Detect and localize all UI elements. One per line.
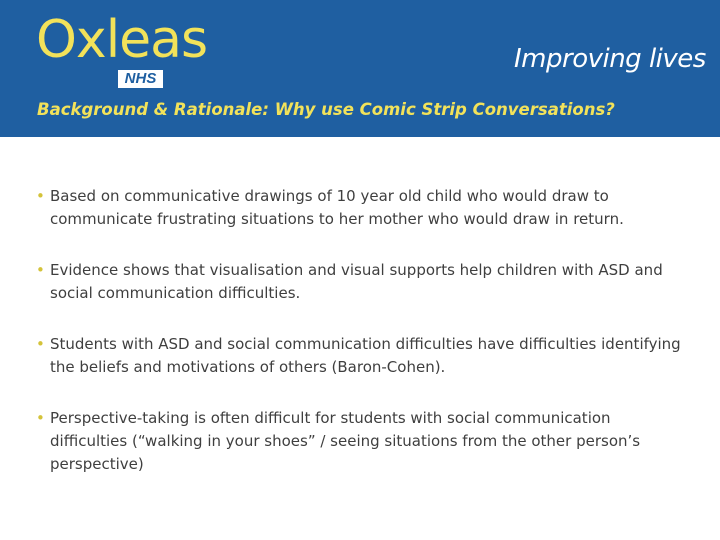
bullet-item bbox=[36, 259, 686, 305]
bullet-dot-icon: • bbox=[36, 409, 45, 427]
tagline: Improving lives bbox=[514, 44, 706, 74]
bullet-item bbox=[36, 185, 686, 231]
bullet-text: Evidence shows that visualisation and visual supports help children with ASD and social communication difficulties. bbox=[50, 261, 663, 302]
bullet-dot-icon: • bbox=[36, 261, 45, 279]
nhs-badge: NHS bbox=[118, 70, 163, 88]
bullet-item bbox=[36, 333, 686, 379]
bullet-dot-icon: • bbox=[36, 187, 45, 205]
bullet-text: Students with ASD and social communication difficulties have difficulties identifying the beliefs and motivations of others (Baron-Cohen). bbox=[50, 335, 681, 376]
slide-title: Background & Rationale: Why use Comic Strip Conversations? bbox=[37, 100, 615, 119]
bullet-item bbox=[36, 407, 686, 476]
bullet-text: Based on communicative drawings of 10 year old child who would draw to communicate frustrating situations to her mother who would draw in return. bbox=[50, 187, 624, 228]
header-banner bbox=[0, 0, 720, 137]
bullet-list bbox=[36, 185, 686, 504]
bullet-dot-icon: • bbox=[36, 335, 45, 353]
bullet-text: Perspective-taking is often difficult for students with social communication difficulties (“walking in your shoes” / seeing situations from the other person’s perspective) bbox=[50, 409, 641, 473]
oxleas-logo: Oxleas bbox=[36, 10, 208, 70]
